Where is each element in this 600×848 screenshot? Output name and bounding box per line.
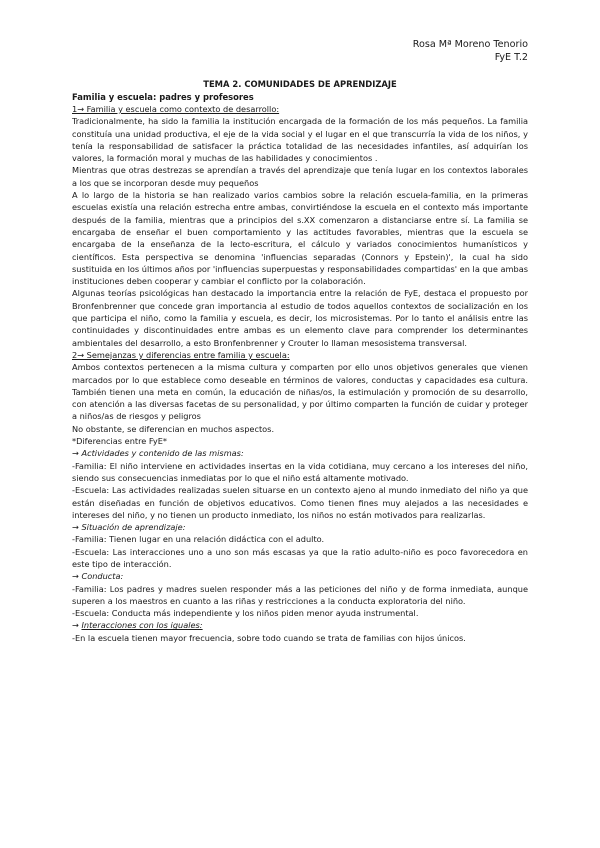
subsection-conduct-label: Conducta:: [81, 571, 124, 582]
arrow-right-icon: →: [72, 522, 79, 533]
learning-familia: -Familia: Tienen lugar en una relación didáctica con el adulto.: [72, 534, 325, 545]
section-1-paragraph-3: A lo largo de la historia se han realizado varios cambios sobre la relación escuela-familia, en la primeras escuelas existía una relación estrecha entre ambas, convirtiéndose la escuela en el contexto más importante después de la familia, mientras que a principios del s.XX comenzaron a distanciarse entre sí. La familia se encargaba de enseñar el buen comportamiento y las actitudes favorables, mientras que la escuela se encargaba de la enseñanza de la lecto-escritura, el cálculo y variados conocimientos humanísticos y científicos. Esta perspectiva se denomina 'influencias separadas (Connors y Epstein)', la cual ha sido sustituida en los últimos años por 'influencias superpuestas y responsabilidades compartidas' en la que ambas instituciones deben cooperar y cambiar el conflicto por la colaboración.: [72, 190, 528, 287]
section-1-paragraph-2: Mientras que otras destrezas se aprendían a través del aprendizaje que tenía lugar en los contextos laborales a los que se incorporan desde muy pequeños: [72, 165, 528, 188]
subsection-learning-label: Situación de aprendizaje:: [81, 522, 186, 533]
document-subtitle: Familia y escuela: padres y profesores: [72, 92, 254, 102]
subsection-activities-label: Actividades y contenido de las mismas:: [81, 448, 244, 459]
differences-title: *Diferencias entre FyE*: [72, 436, 167, 447]
conduct-escuela: -Escuela: Conducta más independiente y los niños piden menor ayuda instrumental.: [72, 608, 419, 619]
section-1-paragraph-1: Tradicionalmente, ha sido la familia la institución encargada de la formación de los más pequeños. La familia constituía una unidad productiva, el eje de la vida social y el lugar en el que transcurría la vida de los niños, y tenía la responsabilidad de satisfacer la práctica totalidad de las necesidades infantiles, así adquirían los valores, la formación moral y muchas de las habilidades y conocimientos .: [72, 116, 528, 164]
arrow-right-icon: →: [72, 571, 79, 582]
section-2-paragraph-1: Ambos contextos pertenecen a la misma cultura y comparten por ello unos objetivos generales que vienen marcados por lo que establece como deseable en términos de valores, conductas y capacidades esa cultura. También tienen una meta en común, la educación de niñas/os, la estimulación y promoción de su desarrollo, con atención a las diversas facetas de su personalidad, y por último comparten la función de cuidar y proteger a niños/as de riesgos y peligros: [72, 362, 528, 422]
section-1-paragraph-4: Algunas teorías psicológicas han destacado la importancia entre la relación de FyE, destaca el propuesto por Bronfenbrenner que concede gran importancia al estudio de todos aquellos contextos de socialización en los que participa el niño, como la familia y escuela, es decir, los microsistemas. Por lo tanto el análisis entre las continuidades y discontinuidades entre ambas es un elemento clave para comprender los determinantes ambientales del desarrollo, a esto Bronfenbrenner y Crouter lo llaman mesosistema transversal.: [72, 288, 528, 348]
course-code: FyE T.2: [494, 52, 528, 63]
subsection-learning-title: [72, 521, 528, 533]
arrow-right-icon: →: [72, 448, 79, 459]
conduct-familia: -Familia: Los padres y madres suelen responder más a las peticiones del niño y de forma inmediata, aunque superen a los maestros en cuanto a las riñas y restricciones a la conducta exploratoria del niño.: [72, 583, 528, 606]
section-1-heading: 1→ Familia y escuela como contexto de desarrollo:: [72, 104, 280, 114]
activities-escuela: -Escuela: Las actividades realizadas suelen situarse en un contexto ajeno al mundo inmediato del niño ya que están diseñadas en función de objetivos educativos. Como tienen fines muy alejados a las necesidades e intereses del niño, y no tienen un producto inmediato, los niños no están motivados para realizarlas.: [72, 485, 528, 520]
subsection-peers-title: [72, 619, 528, 631]
subsection-peers-label: Interacciones con los iguales:: [81, 620, 203, 631]
author-name: Rosa Mª Moreno Tenorio: [412, 39, 528, 50]
subsection-activities-title: [72, 447, 528, 459]
document-page: [72, 38, 528, 644]
peers-escuela: -En la escuela tienen mayor frecuencia, sobre todo cuando se trata de familias con hijos únicos.: [72, 632, 466, 643]
document-title: TEMA 2. COMUNIDADES DE APRENDIZAJE: [203, 79, 397, 89]
section-2-paragraph-2: No obstante, se diferencian en muchos aspectos.: [72, 423, 275, 434]
activities-familia: -Familia: El niño interviene en actividades insertas en la vida cotidiana, muy cercano a los intereses del niño, siendo sus consecuencias inmediatas por lo que el niño está altamente motivado.: [72, 460, 528, 483]
section-2-heading: 2→ Semejanzas y diferencias entre familia y escuela:: [72, 349, 290, 360]
subsection-conduct-title: [72, 570, 528, 582]
document-header: [72, 38, 528, 64]
learning-escuela: -Escuela: Las interacciones uno a uno son más escasas ya que la ratio adulto-niño es poco favorecedora en este tipo de interacción.: [72, 546, 528, 569]
arrow-right-icon: →: [72, 620, 79, 631]
